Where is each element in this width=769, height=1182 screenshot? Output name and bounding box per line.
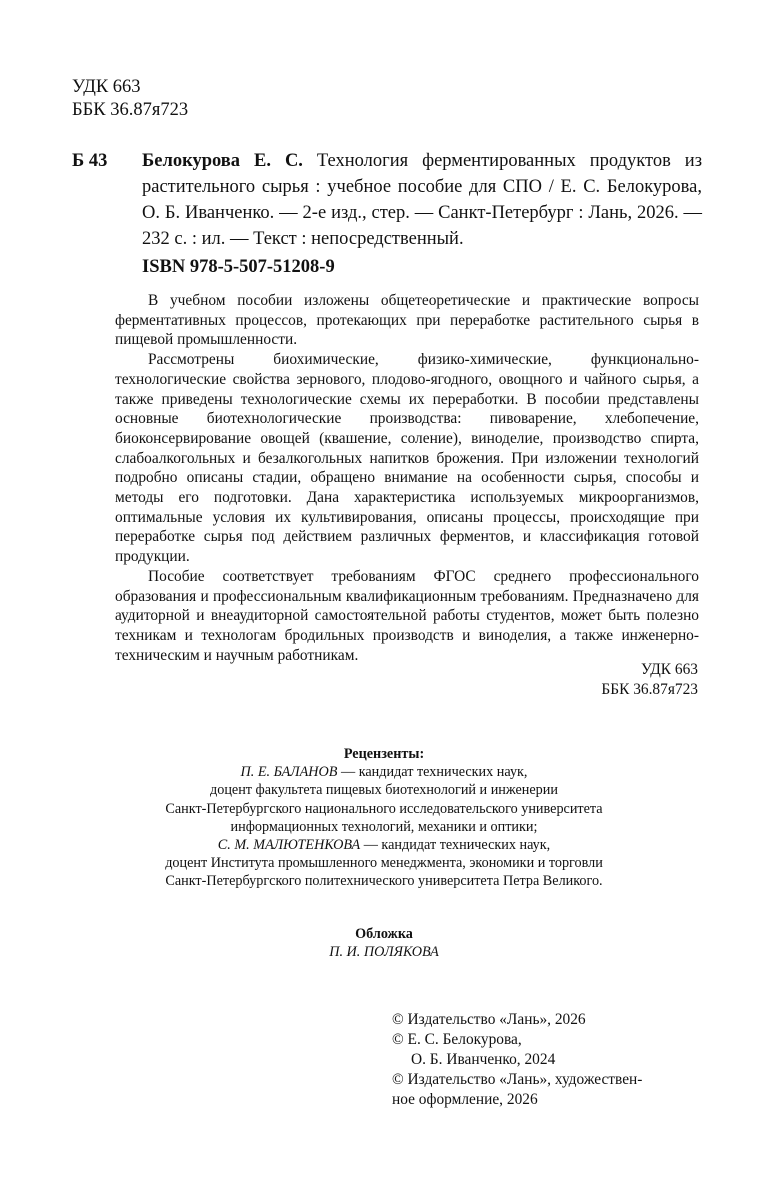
copyright-line: © Е. С. Белокурова,: [392, 1031, 522, 1048]
abstract: [115, 291, 699, 665]
copyright-line: © Издательство «Лань», художествен-: [392, 1071, 643, 1088]
abstract-paragraph: Рассмотрены биохимические, физико-химические, функционально-технологические свойства зернового, плодово-ягодного, овощного и чайного сырья, а также приведены технологические схемы их переработки. В пособии представлены основные биотехнологические производства: пивоварение, хлебопечение, биоконсервирование овощей (квашение, соление), виноделие, производство спирта, слабоалкогольных и безалкогольных напитков брожения. При изложении технологий подробно описаны стадии, обращено внимание на особенности сырья, способы и методы его подготовки. Дана характеристика используемых микроорганизмов, оптимальные условия их культивирования, описаны процессы, происходящие при переработке сырья под действием различных ферментов, и классификация готовой продукции.: [115, 351, 699, 566]
bbk-code: ББК 36.87я723: [72, 100, 189, 120]
reviewer-1-degree: — кандидат технических наук,: [337, 764, 528, 781]
copyright-line: О. Б. Иванченко, 2024: [411, 1051, 556, 1068]
reviewer-1-university: Санкт-Петербургского национального исследовательского университета: [165, 800, 603, 817]
bibliographic-description: [142, 148, 702, 252]
bibliographic-entry: [72, 148, 702, 252]
classification-codes-bottom: [520, 660, 698, 700]
reviewers-title: Рецензенты:: [343, 746, 425, 762]
reviewers-block: [100, 745, 668, 891]
classification-codes-top: [72, 76, 188, 122]
cover-credit: [100, 925, 668, 961]
cover-designer: П. И. ПОЛЯКОВА: [329, 944, 439, 961]
reviewer-2-university: Санкт-Петербургского политехнического университета Петра Великого.: [165, 873, 603, 890]
reviewer-2-name: С. М. МАЛЮТЕНКОВА: [217, 837, 361, 854]
udk-code: УДК 663: [640, 661, 698, 678]
isbn: ISBN 978-5-507-51208-9: [142, 257, 335, 277]
author-name: Белокурова Е. С.: [142, 151, 303, 171]
copyright-block: [392, 1010, 712, 1110]
cover-title: Обложка: [355, 926, 413, 942]
author-mark: Б 43: [72, 151, 108, 171]
abstract-paragraph: Пособие соответствует требованиям ФГОС среднего профессионального образования и профессиональным квалификационным требованиям. Предназначено для аудиторной и внеаудиторной самостоятельной работы студентов, может быть полезно техникам и технологам бродильных производств и виноделия, а также инженерно-техническим и научным работникам.: [115, 567, 699, 664]
bbk-code: ББК 36.87я723: [601, 681, 698, 698]
copyright-line: ное оформление, 2026: [392, 1091, 538, 1108]
abstract-paragraph: В учебном пособии изложены общетеоретические и практические вопросы ферментативных процессов, протекающих при переработке растительного сырья в пищевой промышленности.: [115, 292, 699, 349]
reviewer-1: [100, 763, 668, 781]
reviewer-1-position: доцент факультета пищевых биотехнологий и инженерии: [210, 782, 558, 799]
reviewer-2-position: доцент Института промышленного менеджмента, экономики и торговли: [165, 855, 603, 872]
copyright-line: © Издательство «Лань», 2026: [392, 1011, 586, 1028]
reviewer-2-degree: — кандидат технических наук,: [360, 837, 551, 854]
reviewer-1-name: П. Е. БАЛАНОВ: [240, 764, 338, 781]
book-description: Технология ферментированных продуктов из растительного сырья : учебное пособие для СПО / Е. С. Белокурова, О. Б. Иванченко. — 2-е изд., стер. — Санкт-Петербург : Лань, 2026. — 232 с. : ил. — Текст : непосредственный.: [142, 151, 702, 249]
reviewer-1-university-cont: информационных технологий, механики и оптики;: [230, 818, 538, 835]
reviewer-2: [100, 836, 668, 854]
udk-code: УДК 663: [72, 77, 141, 97]
